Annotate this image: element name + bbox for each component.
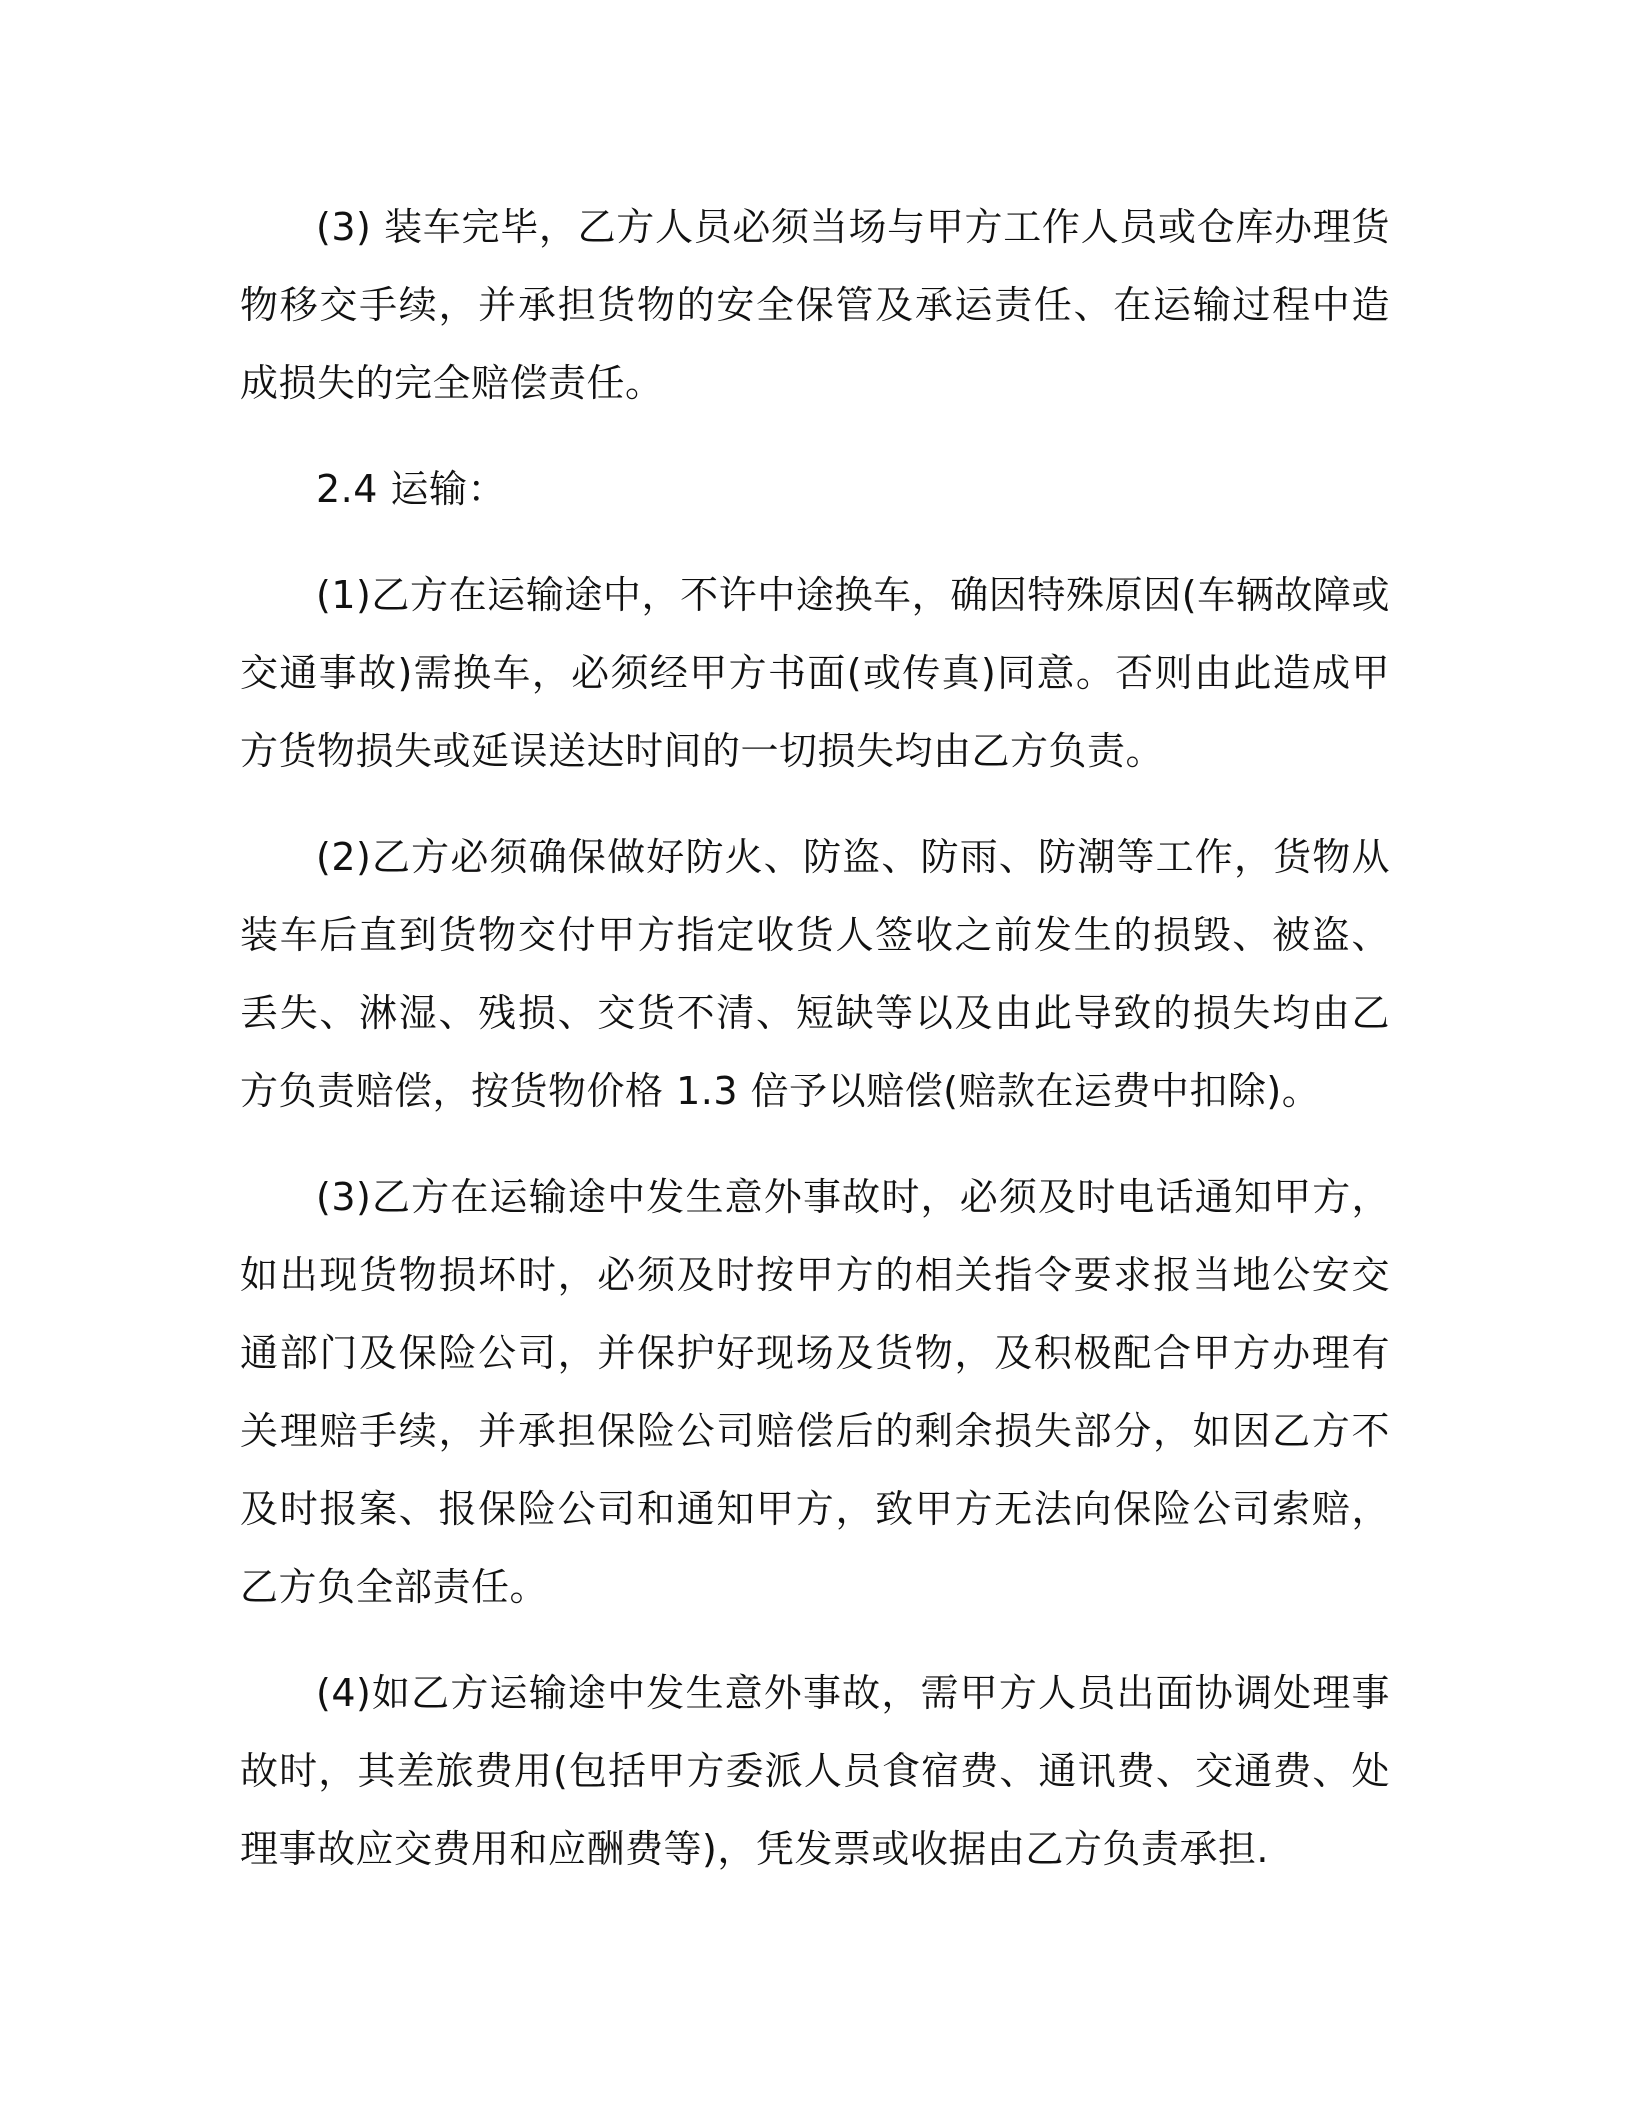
paragraph-accident-notification: (3)乙方在运输途中发生意外事故时，必须及时电话通知甲方，如出现货物损坏时，必须及时按甲方的相关指令要求报当地公安交通部门及保险公司，并保护好现场及货物，及积极配合甲方办理有关理赔手续，并承担保险公司赔偿后的剩余损失部分，如因乙方不及时报案、报保险公司和通知甲方，致甲方无法向保险公司索赔，乙方负全部责任。 — [240, 1175, 1390, 1609]
section-heading-transport: 2.4 运输： — [316, 467, 507, 511]
document-page — [240, 188, 1390, 1888]
paragraph-cargo-protection: (2)乙方必须确保做好防火、防盗、防雨、防潮等工作，货物从装车后直到货物交付甲方指定收货人签收之前发生的损毁、被盗、丢失、淋湿、残损、交货不清、短缺等以及由此导致的损失均由乙方负责赔偿，按货物价格 1.3 倍予以赔偿(赔款在运费中扣除)。 — [240, 835, 1390, 1113]
paragraph-no-vehicle-change: (1)乙方在运输途中，不许中途换车，确因特殊原因(车辆故障或交通事故)需换车，必须经甲方书面(或传真)同意。否则由此造成甲方货物损失或延误送达时间的一切损失均由乙方负责。 — [240, 573, 1390, 773]
paragraph-accident-expenses: (4)如乙方运输途中发生意外事故，需甲方人员出面协调处理事故时，其差旅费用(包括甲方委派人员食宿费、通讯费、交通费、处理事故应交费用和应酬费等)，凭发票或收据由乙方负责承担. — [240, 1671, 1390, 1871]
paragraph-loading-complete: (3) 装车完毕，乙方人员必须当场与甲方工作人员或仓库办理货物移交手续，并承担货物的安全保管及承运责任、在运输过程中造成损失的完全赔偿责任。 — [240, 205, 1390, 405]
